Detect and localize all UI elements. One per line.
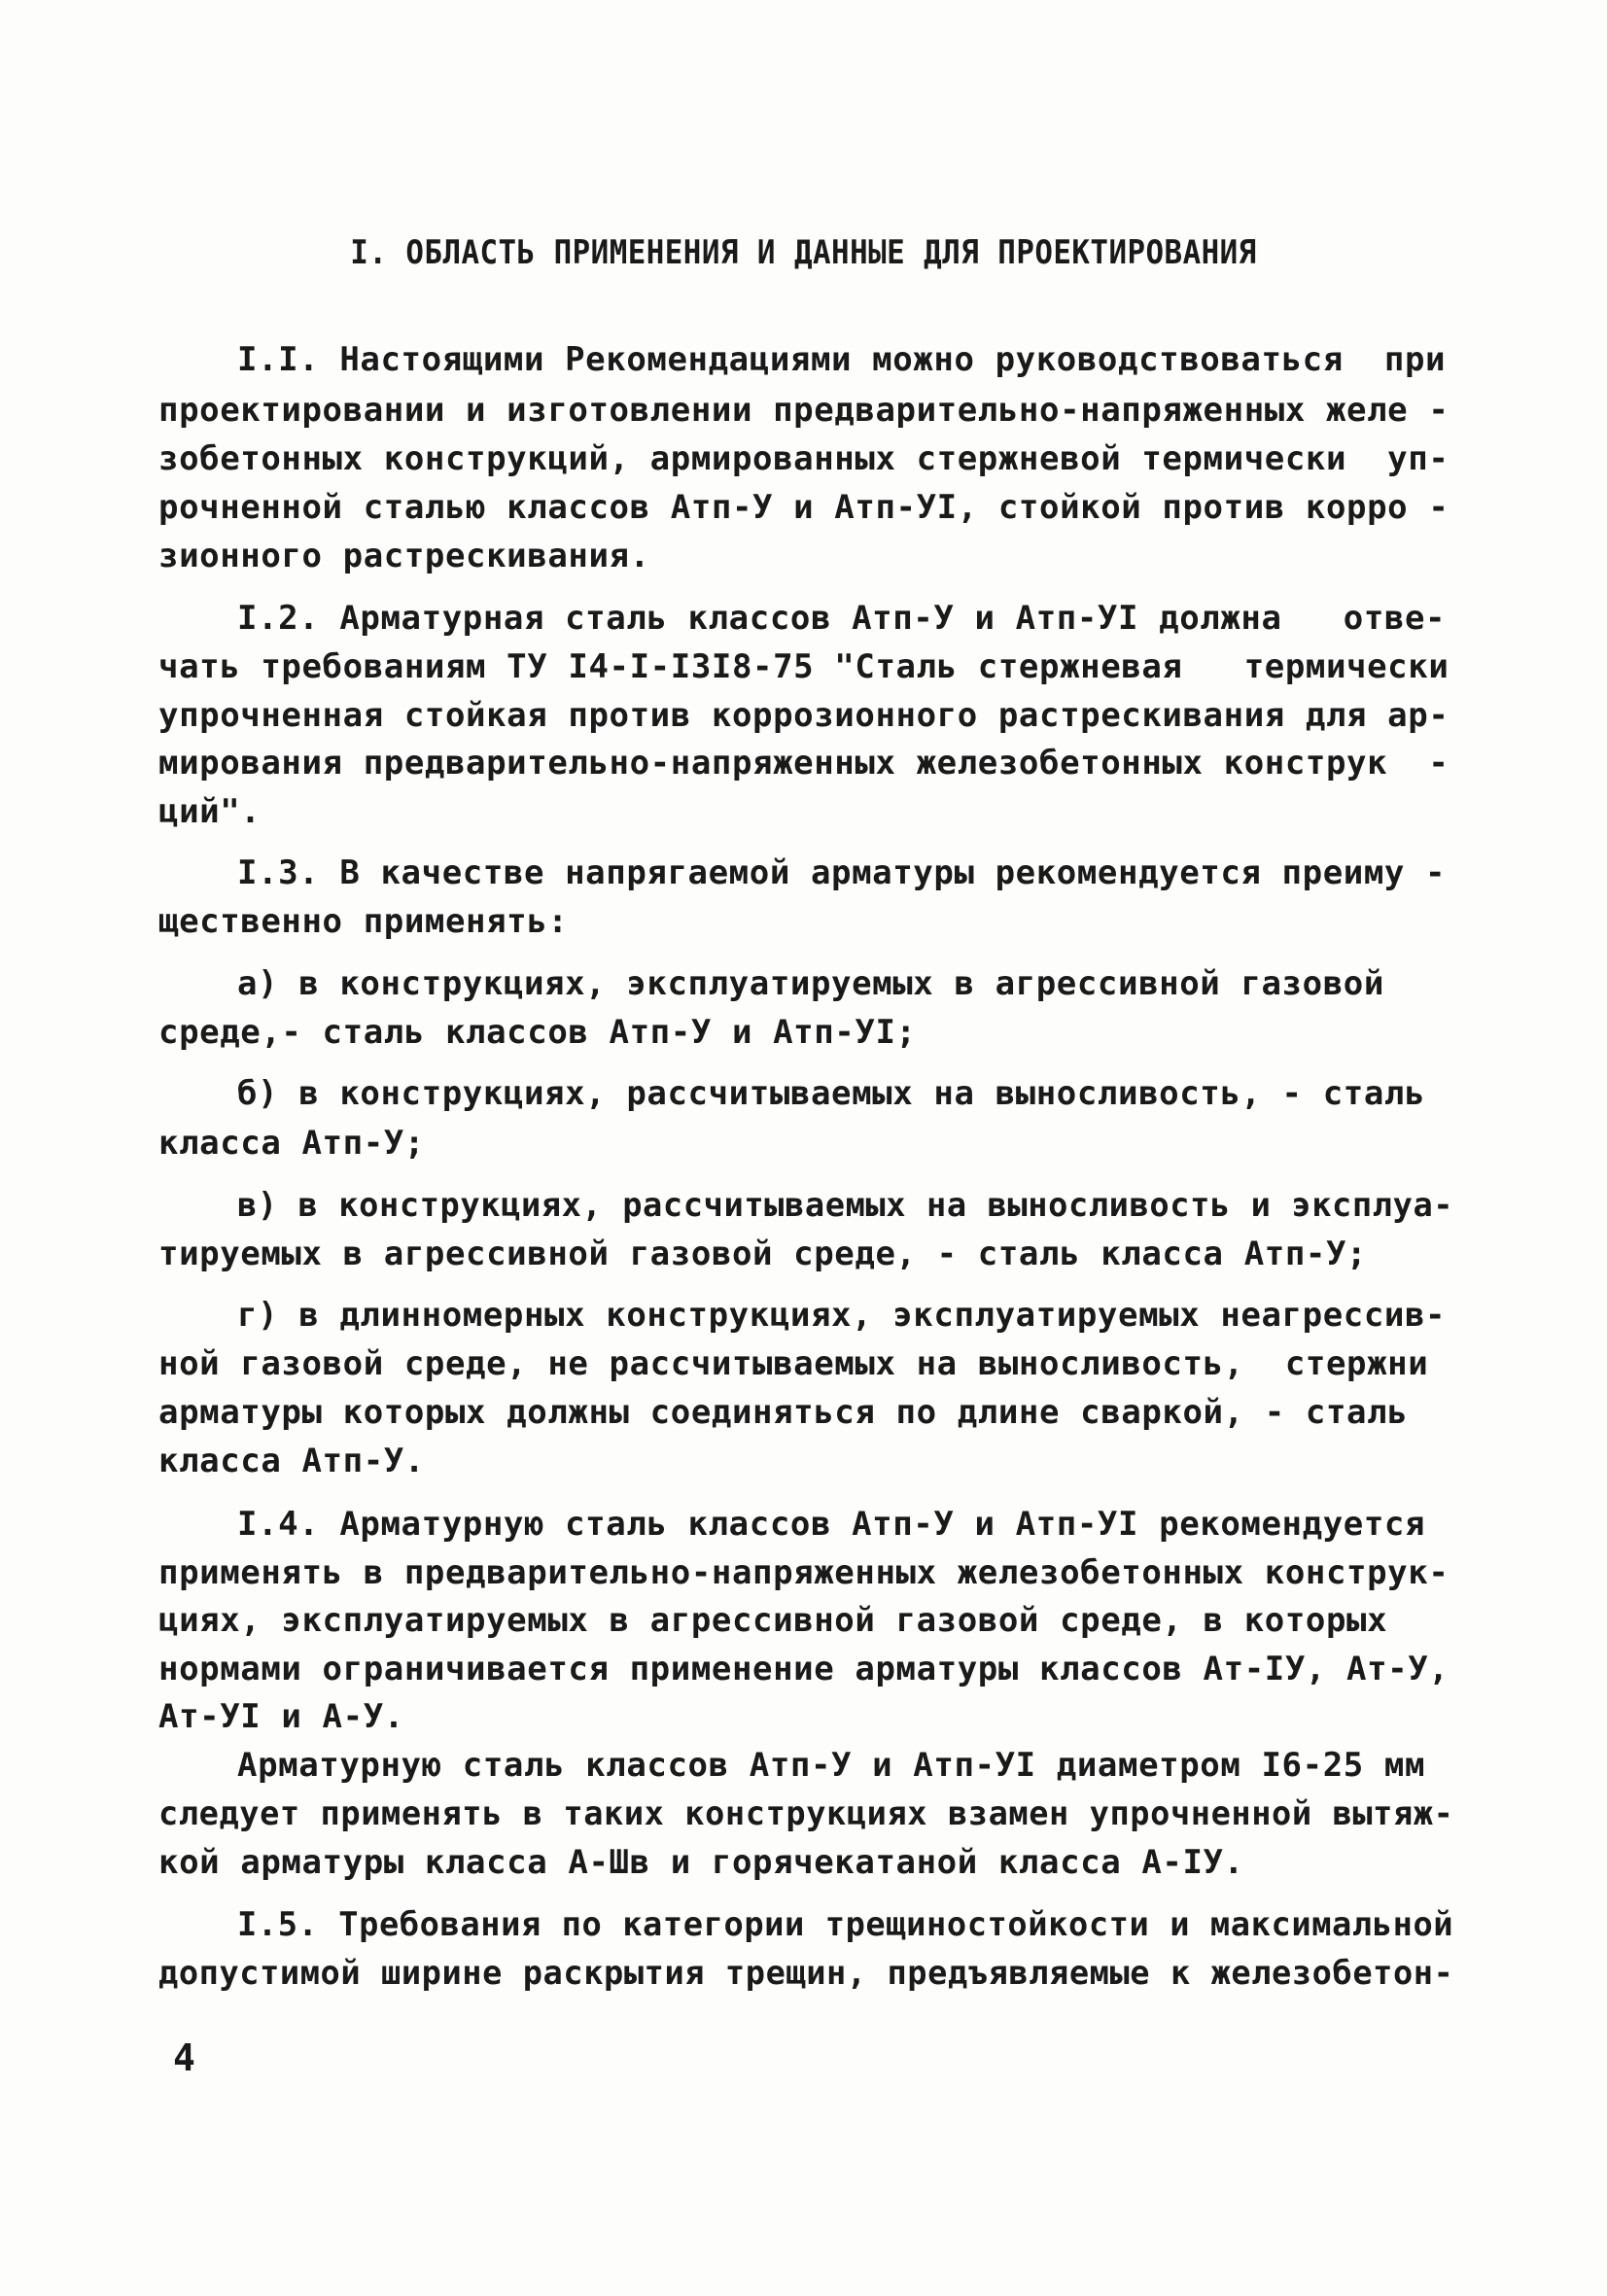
text-line: чать требованиям ТУ I4-I-I3I8-75 "Сталь стержневая термически [158,647,1450,686]
section-heading: I. ОБЛАСТЬ ПРИМЕНЕНИЯ И ДАННЫЕ ДЛЯ ПРОЕКТИРОВАНИЯ [350,233,1257,272]
text-line: класса Атп-У. [158,1442,425,1480]
text-line: а) в конструкциях, эксплуатируемых в агрессивной газовой [237,964,1384,1003]
text-line: кой арматуры класса А-Шв и горячекатаной класса А-IУ. [158,1843,1244,1882]
text-line: допустимой ширине раскрытия трещин, предъявляемые к железобетон- [158,1954,1454,1993]
text-line: арматуры которых должны соединяться по длине сваркой, - сталь [158,1393,1409,1432]
text-line: I.2. Арматурная сталь классов Атп-У и Атп-УI должна отве- [237,599,1447,638]
text-line: I.3. В качестве напрягаемой арматуры рекомендуется преиму - [237,853,1447,892]
text-line: применять в предварительно-напряженных железобетонных конструк- [158,1553,1450,1592]
text-line: проектировании и изготовлении предварительно-напряженных желе - [158,391,1450,430]
text-line: Ат-УI и А-У. [158,1697,404,1736]
text-line: ной газовой среде, не рассчитываемых на выносливость, стержни [158,1344,1429,1383]
text-line: б) в конструкциях, рассчитываемых на выносливость, - сталь [237,1074,1426,1113]
text-line: г) в длинномерных конструкциях, эксплуатируемых неагрессив- [237,1296,1447,1335]
text-line: тируемых в агрессивной газовой среде, - сталь класса Атп-У; [158,1235,1368,1273]
text-line: в) в конструкциях, рассчитываемых на выносливость и эксплуа- [237,1186,1454,1225]
text-line: I.5. Требования по категории трещиностойкости и максимальной [237,1905,1454,1944]
text-line: зобетонных конструкций, армированных стержневой термически уп- [158,439,1450,478]
text-line: зионного растрескивания. [158,537,650,575]
text-line: упрочненная стойкая против коррозионного растрескивания для ар- [158,696,1450,735]
text-line: ций". [158,792,262,831]
text-line: рочненной сталью классов Атп-У и Атп-УI, стойкой против корро - [158,488,1450,527]
text-line: I.I. Настоящими Рекомендациями можно руководствоваться при [237,340,1447,379]
page-number: 4 [173,2036,195,2079]
text-line: I.4. Арматурную сталь классов Атп-У и Атп-УI рекомендуется [237,1505,1426,1544]
text-line: Арматурную сталь классов Атп-У и Атп-УI диаметром I6-25 мм [237,1746,1426,1785]
text-line: среде,- сталь классов Атп-У и Атп-УI; [158,1013,917,1052]
text-line: класса Атп-У; [158,1124,425,1163]
text-line: щественно применять: [158,902,569,941]
text-line: следует применять в таких конструкциях взамен упрочненной вытяж- [158,1794,1454,1833]
text-line: мирования предварительно-напряженных железобетонных конструк - [158,744,1450,783]
text-line: нормами ограничивается применение арматуры классов Ат-IУ, Ат-У, [158,1650,1450,1688]
text-line: циях, эксплуатируемых в агрессивной газовой среде, в которых [158,1601,1388,1640]
